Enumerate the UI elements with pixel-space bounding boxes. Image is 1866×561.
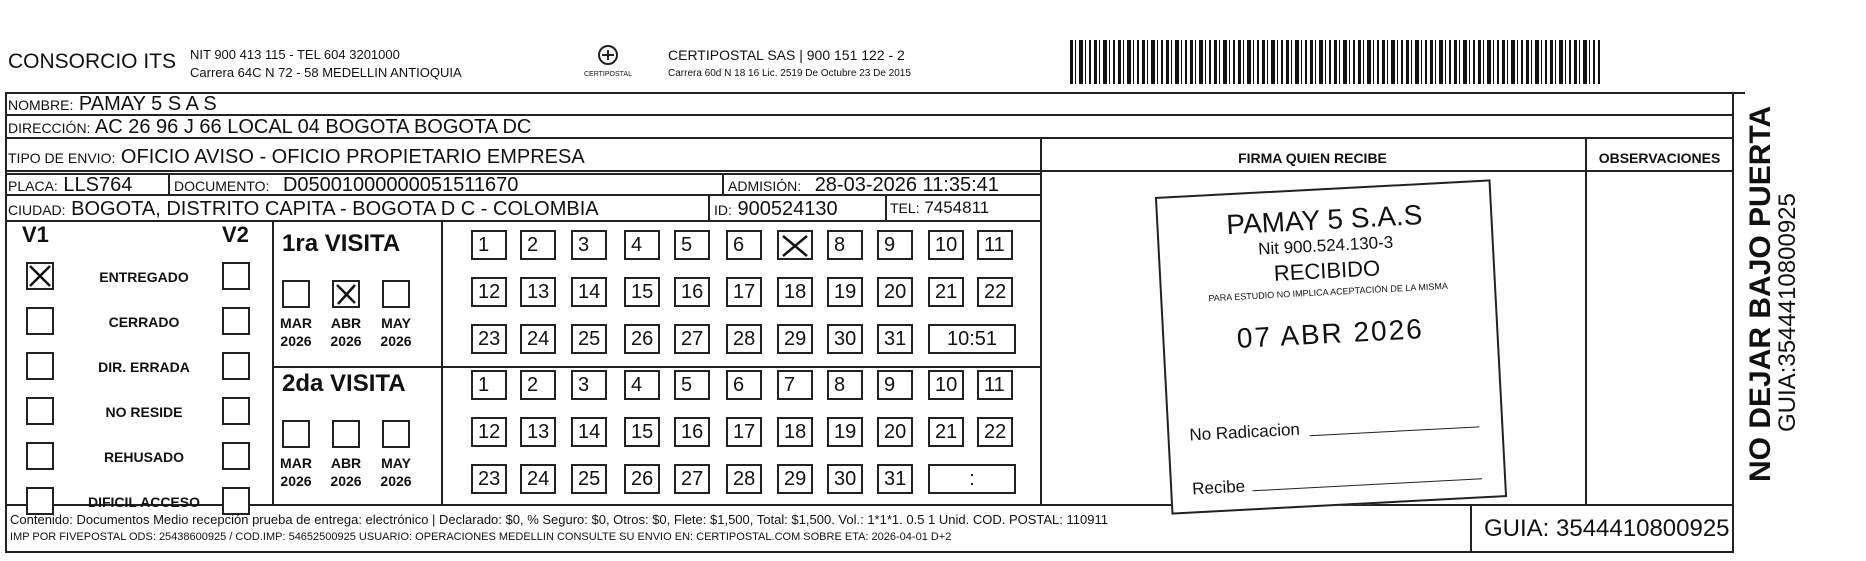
day-box[interactable]: 19 (827, 277, 863, 307)
v1-checkbox[interactable] (26, 487, 54, 515)
status-option-label: CERRADO (108, 314, 180, 330)
day-box[interactable]: 31 (877, 324, 913, 354)
stamp-radicacion: No Radicacion (1188, 419, 1301, 445)
no-dejar-bajo-puerta: NO DEJAR BAJO PUERTA (1744, 105, 1777, 482)
v2-checkbox[interactable] (222, 442, 250, 470)
tipo-row (8, 146, 585, 169)
day-box[interactable]: 26 (624, 464, 660, 494)
day-box[interactable]: 23 (471, 324, 507, 354)
day-box[interactable]: 12 (471, 277, 507, 307)
month-name: MAY (381, 455, 411, 471)
day-box[interactable]: 26 (624, 324, 660, 354)
documento-value: D05001000000051511670 (282, 174, 519, 196)
v2-checkbox[interactable] (222, 307, 250, 335)
col-days-left (441, 220, 443, 504)
day-box[interactable]: 19 (827, 417, 863, 447)
month-label (272, 314, 320, 350)
received-stamp (1155, 179, 1507, 514)
stamp-company: PAMAY 5 S.A.S (1225, 199, 1424, 241)
day-box[interactable]: 14 (571, 417, 607, 447)
day-box[interactable]: 22 (977, 277, 1013, 307)
day-box[interactable]: 20 (877, 277, 913, 307)
frame-bottom (5, 551, 1734, 553)
nombre-value: PAMAY 5 S A S (78, 93, 217, 115)
stamp-date: 07 ABR 2026 (1236, 313, 1425, 354)
month-checkbox[interactable] (282, 280, 310, 308)
stamp-recibe: Recibe (1191, 476, 1246, 499)
month-checkbox[interactable] (382, 420, 410, 448)
month-label (372, 454, 420, 490)
day-box[interactable]: 20 (877, 417, 913, 447)
visit-time-box[interactable]: 10:51 (928, 324, 1016, 354)
day-box[interactable]: 17 (726, 277, 762, 307)
month-year: 2026 (330, 333, 362, 349)
company-nit: NIT 900 413 115 - TEL 604 3201000 (190, 47, 400, 62)
month-year: 2026 (280, 333, 312, 349)
day-box[interactable]: 30 (827, 464, 863, 494)
day-box[interactable]: 11 (977, 370, 1013, 400)
day-box[interactable]: 4 (624, 370, 660, 400)
logo-caption: CERTIPOSTAL (584, 71, 632, 78)
v1-label: V1 (22, 222, 49, 247)
col-guia (1470, 504, 1472, 551)
day-box[interactable]: 5 (674, 370, 710, 400)
day-box[interactable]: 30 (827, 324, 863, 354)
day-box[interactable]: 29 (777, 324, 813, 354)
day-box[interactable]: 28 (726, 464, 762, 494)
month-checkbox[interactable] (282, 420, 310, 448)
month-checkbox[interactable] (332, 280, 360, 308)
day-box[interactable]: 7 (777, 370, 813, 400)
month-year: 2026 (280, 473, 312, 489)
month-label (272, 454, 320, 490)
day-box[interactable]: 22 (977, 417, 1013, 447)
placa-row (8, 174, 132, 197)
day-box[interactable]: 16 (674, 277, 710, 307)
placa-label: PLACA: (8, 178, 58, 194)
tipo-label: TIPO DE ENVIO: (8, 150, 116, 166)
visit-divider (272, 366, 1040, 368)
day-box[interactable]: 15 (624, 277, 660, 307)
direccion-row (8, 116, 531, 139)
v1-checkbox[interactable] (26, 442, 54, 470)
barcode (1070, 40, 1600, 84)
day-box[interactable]: 5 (674, 230, 710, 260)
stamp-recibido: RECIBIDO (1273, 255, 1381, 286)
frame-left (5, 92, 7, 552)
month-name: MAY (381, 315, 411, 331)
day-box[interactable]: 21 (928, 417, 964, 447)
v1-checkbox[interactable] (26, 397, 54, 425)
month-year: 2026 (330, 473, 362, 489)
day-box[interactable]: 28 (726, 324, 762, 354)
observaciones-header: OBSERVACIONES (1598, 150, 1721, 166)
month-checkbox[interactable] (382, 280, 410, 308)
month-name: MAR (280, 315, 312, 331)
day-box[interactable]: 13 (520, 417, 556, 447)
day-box[interactable]: 9 (877, 230, 913, 260)
direccion-label: DIRECCIÓN: (8, 120, 91, 136)
day-box[interactable]: 10 (928, 230, 964, 260)
footer-operaciones: IMP POR FIVEPOSTAL ODS: 25438600925 / COD.IMP: 54652500925 USUARIO: OPERACIONES MEDELLIN CONSULTE SU ENVIO EN: CERTIPOSTAL.COM SOBRE ETA: 2026-04-01 D+2 (10, 531, 952, 543)
tel-label: TEL: (890, 200, 920, 216)
documento-row (174, 174, 518, 197)
firma-header: FIRMA QUIEN RECIBE (1238, 150, 1387, 166)
company-name: CONSORCIO ITS (8, 50, 177, 73)
footer-line (5, 504, 1734, 506)
day-box[interactable]: 25 (571, 464, 607, 494)
v1-checkbox[interactable] (26, 352, 54, 380)
frame-right (1732, 92, 1734, 552)
placa-value: LLS764 (63, 174, 133, 196)
month-name: ABR (330, 315, 362, 331)
ciudad-label: CIUDAD: (8, 202, 66, 218)
day-box[interactable]: 21 (928, 277, 964, 307)
day-box[interactable]: 4 (624, 230, 660, 260)
col-admision (722, 173, 724, 194)
ciudad-value: BOGOTA, DISTRITO CAPITA - BOGOTA D C - COLOMBIA (71, 198, 599, 220)
day-box[interactable]: 8 (827, 370, 863, 400)
footer-guia: GUIA: 3544410800925 (1484, 515, 1730, 542)
month-name: ABR (330, 455, 362, 471)
day-box[interactable]: 14 (571, 277, 607, 307)
stamp-nit: Nit 900.524.130-3 (1257, 232, 1394, 259)
day-box[interactable] (777, 230, 813, 260)
month-year: 2026 (380, 333, 412, 349)
frame-top (5, 92, 1745, 94)
visit-title: 2da VISITA (282, 370, 406, 397)
row-line-3 (5, 170, 1734, 172)
day-box[interactable]: 23 (471, 464, 507, 494)
day-box[interactable]: 25 (571, 324, 607, 354)
v2-checkbox[interactable] (222, 397, 250, 425)
day-box[interactable]: 6 (726, 230, 762, 260)
id-label: ID: (714, 202, 732, 218)
stamp-disclaimer: PARA ESTUDIO NO IMPLICA ACEPTACIÓN DE LA MISMA (1208, 280, 1449, 304)
v1-checkbox[interactable] (26, 262, 54, 290)
v2-checkbox[interactable] (222, 352, 250, 380)
id-row (714, 198, 838, 221)
certipostal-logo-icon (593, 44, 623, 66)
v2-checkbox[interactable] (222, 487, 250, 515)
status-option-label: REHUSADO (103, 449, 185, 465)
day-box[interactable]: 17 (726, 417, 762, 447)
day-box[interactable]: 11 (977, 230, 1013, 260)
tel-row (890, 198, 989, 218)
col-tel (885, 196, 887, 220)
day-box[interactable]: 27 (674, 464, 710, 494)
status-option-label: ENTREGADO (99, 269, 189, 285)
day-box[interactable]: 13 (520, 277, 556, 307)
guia-vertical: GUIA:3544410800925 (1774, 193, 1801, 432)
month-label (372, 314, 420, 350)
admision-row (728, 174, 999, 197)
day-box[interactable]: 10 (928, 370, 964, 400)
day-box[interactable]: 29 (777, 464, 813, 494)
status-option-label: NO RESIDE (105, 404, 183, 420)
day-box[interactable]: 3 (571, 370, 607, 400)
check-mark-icon (334, 282, 358, 306)
day-box[interactable]: 15 (624, 417, 660, 447)
day-box[interactable]: 24 (520, 324, 556, 354)
day-box[interactable]: 31 (877, 464, 913, 494)
month-checkbox[interactable] (332, 420, 360, 448)
day-box[interactable]: 18 (777, 277, 813, 307)
company-address: Carrera 64C N 72 - 58 MEDELLIN ANTIOQUIA (190, 65, 462, 80)
nombre-label: NOMBRE: (8, 97, 74, 113)
visit-title: 1ra VISITA (282, 230, 401, 257)
month-label (322, 314, 370, 350)
tipo-value: OFICIO AVISO - OFICIO PROPIETARIO EMPRESA (120, 146, 585, 168)
certipostal-logo (580, 44, 636, 82)
id-value: 900524130 (737, 198, 838, 220)
nombre-row (8, 93, 217, 116)
day-box[interactable]: 1 (471, 230, 507, 260)
certipostal-line2: Carrera 60d N 18 16 Lic. 2519 De Octubre 23 De 2015 (668, 68, 911, 79)
admision-label: ADMISIÓN: (728, 178, 802, 194)
day-box[interactable]: 8 (827, 230, 863, 260)
v2-label: V2 (222, 222, 249, 247)
v1-checkbox[interactable] (26, 307, 54, 335)
day-box[interactable]: 12 (471, 417, 507, 447)
tel-value: 7454811 (924, 198, 990, 217)
day-box[interactable]: 18 (777, 417, 813, 447)
col-placa (168, 173, 170, 194)
day-box[interactable]: 9 (877, 370, 913, 400)
month-name: MAR (280, 455, 312, 471)
day-box[interactable]: 3 (571, 230, 607, 260)
day-box[interactable]: 2 (520, 230, 556, 260)
month-label (322, 454, 370, 490)
admision-value: 28-03-2026 11:35:41 (814, 174, 999, 196)
month-year: 2026 (380, 473, 412, 489)
check-mark-icon (28, 264, 52, 288)
documento-label: DOCUMENTO: (174, 178, 270, 194)
check-mark-icon (780, 233, 810, 259)
day-box[interactable]: 24 (520, 464, 556, 494)
v2-checkbox[interactable] (222, 262, 250, 290)
status-option-label: DIR. ERRADA (98, 359, 190, 375)
day-box[interactable]: 1 (471, 370, 507, 400)
recibe-line (1252, 478, 1482, 491)
visit-time-box[interactable]: : (928, 464, 1016, 494)
day-box[interactable]: 16 (674, 417, 710, 447)
ciudad-row (8, 198, 599, 221)
radicacion-line (1310, 426, 1480, 436)
certipostal-line1: CERTIPOSTAL SAS | 900 151 122 - 2 (668, 47, 905, 63)
direccion-value: AC 26 96 J 66 LOCAL 04 BOGOTA BOGOTA DC (94, 116, 532, 138)
status-option-label: DIFICIL ACCESO (87, 494, 200, 510)
col-obs-left (1585, 137, 1587, 504)
col-id (708, 196, 710, 220)
col-firma-left (1040, 137, 1042, 504)
day-box[interactable]: 6 (726, 370, 762, 400)
footer-contenido: Contenido: Documentos Medio recepción prueba de entrega: electrónico | Declarado: $0, % Seguro: $0, Otros: $0, Flete: $1,500, Total: $1,500. Vol.: 1*1*1. 0.5 1 Unid. COD. POSTAL: 110911 (10, 512, 1108, 527)
day-box[interactable]: 2 (520, 370, 556, 400)
day-box[interactable]: 27 (674, 324, 710, 354)
